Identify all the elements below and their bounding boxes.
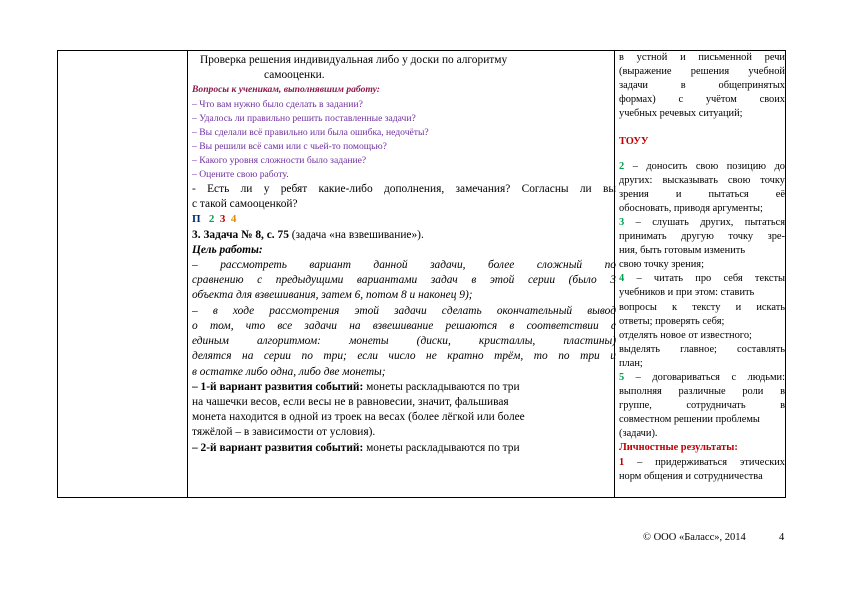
question-6: – Оцените свою работу. bbox=[192, 168, 289, 180]
item-2-line-1 bbox=[619, 160, 785, 174]
intro-line-2: самооценки. bbox=[264, 69, 325, 82]
goal-line-4: – в ходе рассмотрения этой задачи сделать окончательный вывод bbox=[192, 304, 616, 317]
item-5-line-3: группе, сотрудничать в bbox=[619, 400, 785, 412]
item-2-number: 2 bbox=[619, 160, 625, 172]
speech-line-4: формах) с учётом своих bbox=[619, 94, 785, 106]
question-4: – Вы решили всё сами или с чьей-то помощью? bbox=[192, 140, 387, 152]
variant-1-line-4: тяжёлой – в зависимости от условия). bbox=[192, 426, 376, 439]
item-3-line-4: свою точку зрения; bbox=[619, 259, 704, 271]
results-column bbox=[619, 51, 785, 484]
item-4-line-7: план; bbox=[619, 357, 643, 369]
item-5-line-4: совместном решении проблемы bbox=[619, 414, 760, 426]
item-2-text: – доносить свою позицию до bbox=[624, 160, 785, 172]
item-4-number: 4 bbox=[619, 273, 625, 285]
variant-1-label: – 1-й вариант развития событий: bbox=[192, 380, 364, 393]
goal-line-1: – рассмотреть вариант данной задачи, более сложный по bbox=[192, 259, 616, 272]
task-heading bbox=[192, 228, 616, 243]
code-4: 4 bbox=[230, 213, 237, 226]
speech-line-1: в устной и письменной речи bbox=[619, 52, 785, 63]
personal-results-title: Личностные результаты: bbox=[619, 442, 738, 454]
question-5: – Какого уровня сложности было задание? bbox=[192, 154, 367, 166]
intro-line-1: Проверка решения индивидуальная либо у доски по алгоритму bbox=[200, 54, 508, 66]
goal-line-5: о том, что все задачи на взвешивание решаются в соответствии с bbox=[192, 319, 616, 332]
speech-line-3: задачи в общепринятых bbox=[619, 80, 785, 92]
item-2-line-2: других: высказывать свою точку bbox=[619, 174, 785, 186]
item-5-number: 5 bbox=[619, 371, 625, 383]
uud-codes bbox=[192, 212, 616, 227]
item-4-line-6: выделять главное; составлять bbox=[619, 343, 785, 355]
variant-2-line-1 bbox=[192, 441, 616, 456]
task-number: 3. Задача № 8, с. 75 bbox=[192, 228, 289, 241]
goal-line-2: сравнению с предыдущими вариантами задач в этой серии (было 3 bbox=[192, 274, 616, 287]
item-5-line-2: выполняя различные роли в bbox=[619, 386, 785, 398]
item-4-line-5: отделять новое от известного; bbox=[619, 329, 752, 341]
item-4-line-1 bbox=[619, 272, 785, 286]
page-number: 4 bbox=[779, 532, 785, 543]
item-2-line-4: обосновать, приводя аргументы; bbox=[619, 202, 763, 214]
question-1: – Что вам нужно было сделать в задании? bbox=[192, 98, 363, 110]
variant-2-label: – 2-й вариант развития событий: bbox=[192, 441, 364, 454]
lesson-table bbox=[57, 50, 786, 498]
variant-2-text: монеты раскладываются по три bbox=[363, 441, 520, 454]
task-type: (задача «на взвешивание»). bbox=[288, 228, 424, 241]
code-3: 3 bbox=[219, 213, 226, 226]
speech-line-5: учебных речевых ситуаций; bbox=[619, 108, 743, 120]
toyu-heading: ТОУУ bbox=[619, 136, 649, 148]
item-3-number: 3 bbox=[619, 216, 625, 228]
code-p: П bbox=[192, 213, 201, 226]
personal-item-1-line-1 bbox=[619, 456, 785, 470]
goal-line-3: объекта для взвешивания, затем 6, потом 8 и наконец 9); bbox=[192, 289, 473, 302]
question-2: – Удалось ли правильно решить поставленные задачи? bbox=[192, 112, 416, 124]
item-3-line-2: принимать другую точку зре- bbox=[619, 231, 785, 243]
item-4-line-2: учебников и при этом: ставить bbox=[619, 287, 755, 299]
item-5-line-5: (задачи). bbox=[619, 428, 658, 440]
item-5-text: – договариваться с людьми: bbox=[624, 371, 785, 383]
goal-line-8: в остатке либо одна, либо две монеты; bbox=[192, 365, 386, 378]
item-3-text: – слушать других, пытаться bbox=[624, 216, 785, 228]
speech-line-2: (выражение решения учебной bbox=[619, 66, 785, 78]
goal-line-7: делятся на серии по три; если число не кратно трём, то по три и bbox=[192, 350, 616, 363]
additions-line-2: с такой самооценкой? bbox=[192, 198, 298, 211]
variant-1-line-1 bbox=[192, 380, 616, 395]
question-3: – Вы сделали всё правильно или была ошибка, недочёты? bbox=[192, 126, 429, 138]
code-2: 2 bbox=[208, 213, 215, 226]
personal-item-1-line-2: норм общения и сотрудничества bbox=[619, 470, 763, 482]
item-3-line-1 bbox=[619, 216, 785, 230]
item-4-line-3: вопросы к тексту и искать bbox=[619, 301, 785, 313]
item-4-line-4: ответы; проверять себя; bbox=[619, 315, 725, 327]
item-5-line-1 bbox=[619, 371, 785, 385]
copyright-footer: © ООО «Баласс», 2014 bbox=[643, 532, 746, 543]
item-4-text: – читать про себя тексты bbox=[624, 273, 785, 285]
variant-1-line-2: на чашечки весов, если весы не в равновесии, значит, фальшивая bbox=[192, 395, 509, 408]
variant-1-text: монеты раскладываются по три bbox=[363, 380, 520, 393]
column-divider-1 bbox=[187, 51, 188, 497]
item-2-line-3: зрения и пытаться её bbox=[619, 188, 785, 200]
variant-1-line-3: монета находится в одной из троек на весах (более лёгкой или более bbox=[192, 411, 525, 424]
activity-column bbox=[192, 51, 616, 456]
goal-line-6: единым алгоритмом: монеты (диски, кристаллы, пластины) bbox=[192, 335, 616, 348]
item-3-line-3: ния, быть готовым изменить bbox=[619, 245, 746, 257]
personal-item-1-text: – придерживаться этических bbox=[624, 456, 785, 468]
goal-title: Цель работы: bbox=[192, 243, 263, 256]
questions-title: Вопросы к ученикам, выполнявшим работу: bbox=[192, 84, 380, 96]
personal-item-1-number: 1 bbox=[619, 456, 625, 468]
additions-line-1: - Есть ли у ребят какие-либо дополнения, замечания? Согласны ли вы bbox=[192, 183, 616, 196]
